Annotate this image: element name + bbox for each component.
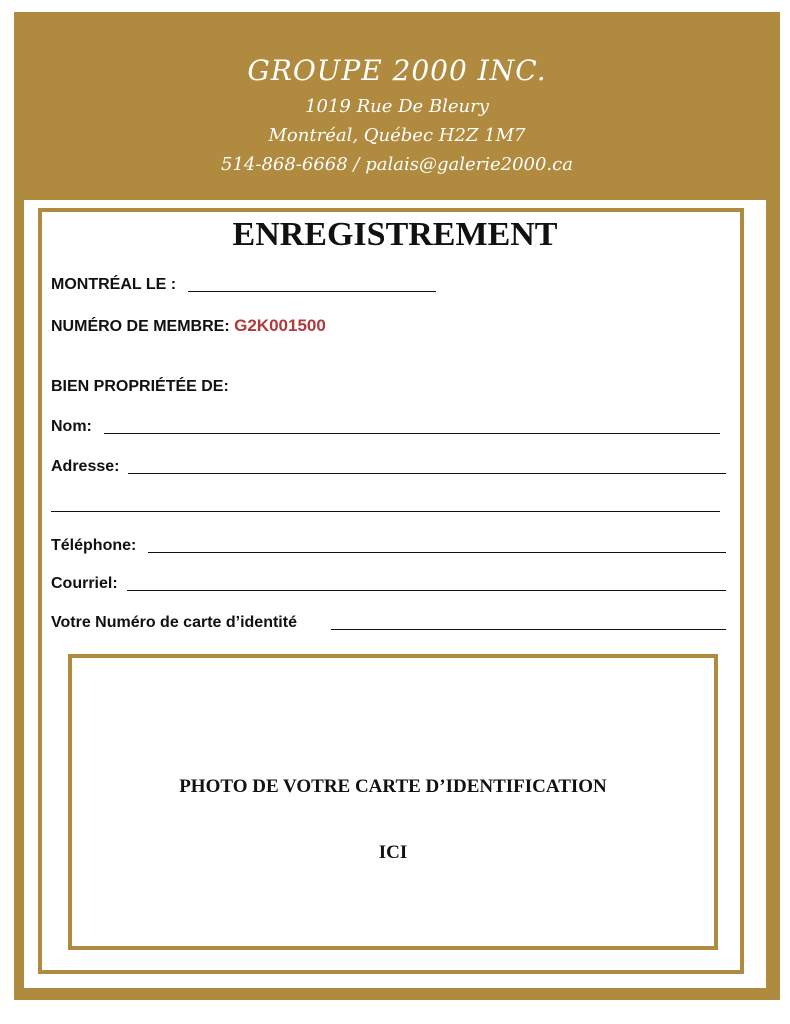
form-title: ENREGISTREMENT bbox=[232, 216, 558, 253]
date-field[interactable] bbox=[188, 291, 436, 292]
owner-heading: BIEN PROPRIÉTÉE DE: bbox=[51, 378, 229, 395]
photo-here-label: ICI bbox=[378, 842, 408, 863]
company-name: GROUPE 2000 INC. bbox=[247, 54, 547, 87]
email-field[interactable] bbox=[127, 590, 726, 591]
contact-line: 514-868-6668 / palais@galerie2000.ca bbox=[221, 154, 573, 175]
letterhead bbox=[14, 12, 780, 200]
date-label: MONTRÉAL LE : bbox=[51, 276, 177, 293]
address-city: Montréal, Québec H2Z 1M7 bbox=[268, 125, 526, 146]
member-number-row bbox=[51, 316, 326, 336]
phone-field[interactable] bbox=[148, 552, 726, 553]
name-field[interactable] bbox=[104, 433, 720, 434]
address-street: 1019 Rue De Bleury bbox=[305, 96, 489, 117]
photo-instruction: PHOTO DE VOTRE CARTE D’IDENTIFICATION bbox=[179, 776, 607, 797]
address-label: Adresse: bbox=[51, 458, 120, 475]
id-number-field[interactable] bbox=[331, 629, 726, 630]
photo-upload-box[interactable] bbox=[68, 654, 718, 950]
address-field-line1[interactable] bbox=[128, 473, 726, 474]
member-number-label: NUMÉRO DE MEMBRE: bbox=[51, 318, 230, 335]
email-label: Courriel: bbox=[51, 575, 118, 592]
phone-label: Téléphone: bbox=[51, 537, 137, 554]
member-number-value: G2K001500 bbox=[234, 316, 326, 335]
id-number-label: Votre Numéro de carte d’identité bbox=[51, 614, 297, 631]
address-field-line2[interactable] bbox=[51, 511, 720, 512]
name-label: Nom: bbox=[51, 418, 92, 435]
